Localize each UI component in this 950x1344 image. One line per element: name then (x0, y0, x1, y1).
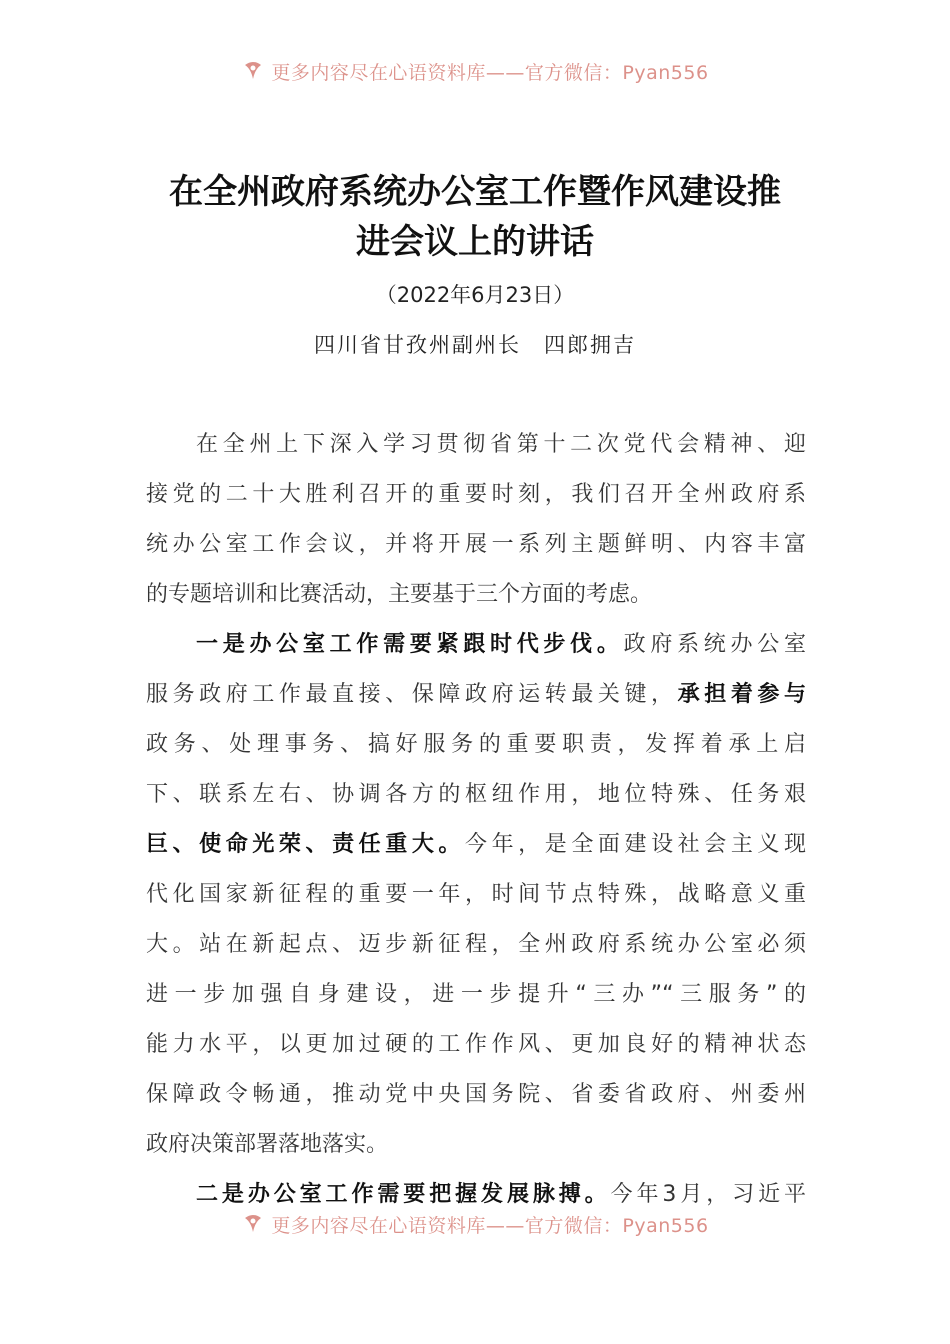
paragraph-2-line-10: 保障政令畅通，推动党中央国务院、省委省政府、州委州 (146, 1082, 806, 1107)
watermark-logo-icon (241, 59, 265, 83)
paragraph-2-line-1-text: 政府系统办公室 (623, 632, 806, 657)
title-line-1: 在全州政府系统办公室工作暨作风建设推 (169, 172, 781, 212)
paragraph-2-line-2-bold: 承担着参与 (677, 682, 806, 707)
paragraph-2-line-5 (146, 820, 806, 870)
paragraph-2-line-9: 能力水平，以更加过硬的工作作风、更加良好的精神状态 (146, 1032, 806, 1057)
paragraph-2-line-4: 下、联系左右、协调各方的枢纽作用，地位特殊、任务艰 (146, 782, 806, 807)
paragraph-1-line-3: 统办公室工作会议，并将开展一系列主题鲜明、内容丰富 (146, 532, 806, 557)
watermark-text: 更多内容尽在心语资料库——官方微信：Pyan556 (271, 1214, 709, 1237)
paragraph-2-line-6: 代化国家新征程的重要一年，时间节点特殊，战略意义重 (146, 882, 806, 907)
speech-date: （2022年6月23日） (375, 283, 575, 307)
paragraph-2-line-2-text: 服务政府工作最直接、保障政府运转最关键， (146, 682, 678, 707)
paragraph-2-line-1 (196, 620, 806, 670)
speaker-line: 四川省甘孜州副州长 四郎拥吉 (314, 333, 636, 357)
watermark-bottom (0, 1209, 950, 1239)
title-line-2: 进会议上的讲话 (356, 222, 594, 262)
paragraph-3-heading: 二是办公室工作需要把握发展脉搏。 (196, 1182, 611, 1207)
watermark-text: 更多内容尽在心语资料库——官方微信：Pyan556 (271, 61, 709, 84)
paragraph-2-line-5-bold: 巨、使命光荣、责任重大。 (146, 832, 465, 857)
watermark-logo-icon (241, 1212, 265, 1236)
paragraph-2-line-5-text: 今年，是全面建设社会主义现 (465, 832, 806, 857)
paragraph-3-line-1-text: 今年3月，习近平 (610, 1182, 806, 1207)
paragraph-1-line-2: 接党的二十大胜利召开的重要时刻，我们召开全州政府系 (146, 482, 806, 507)
paragraph-2-line-7: 大。站在新起点、迈步新征程，全州政府系统办公室必须 (146, 932, 806, 957)
paragraph-2-line-11: 政府决策部署落地落实。 (146, 1132, 389, 1157)
paragraph-2-line-3: 政务、处理事务、搞好服务的重要职责，发挥着承上启 (146, 732, 806, 757)
paragraph-1-line-4: 的专题培训和比赛活动，主要基于三个方面的考虑。 (146, 582, 653, 607)
watermark-top (0, 56, 950, 86)
paragraph-2-line-8: 进一步加强自身建设，进一步提升“三办”“三服务”的 (146, 982, 806, 1007)
paragraph-1-line-1: 在全州上下深入学习贯彻省第十二次党代会精神、迎 (196, 432, 806, 457)
paragraph-2-heading: 一是办公室工作需要紧跟时代步伐。 (196, 632, 624, 657)
paragraph-2-line-2 (146, 670, 806, 720)
